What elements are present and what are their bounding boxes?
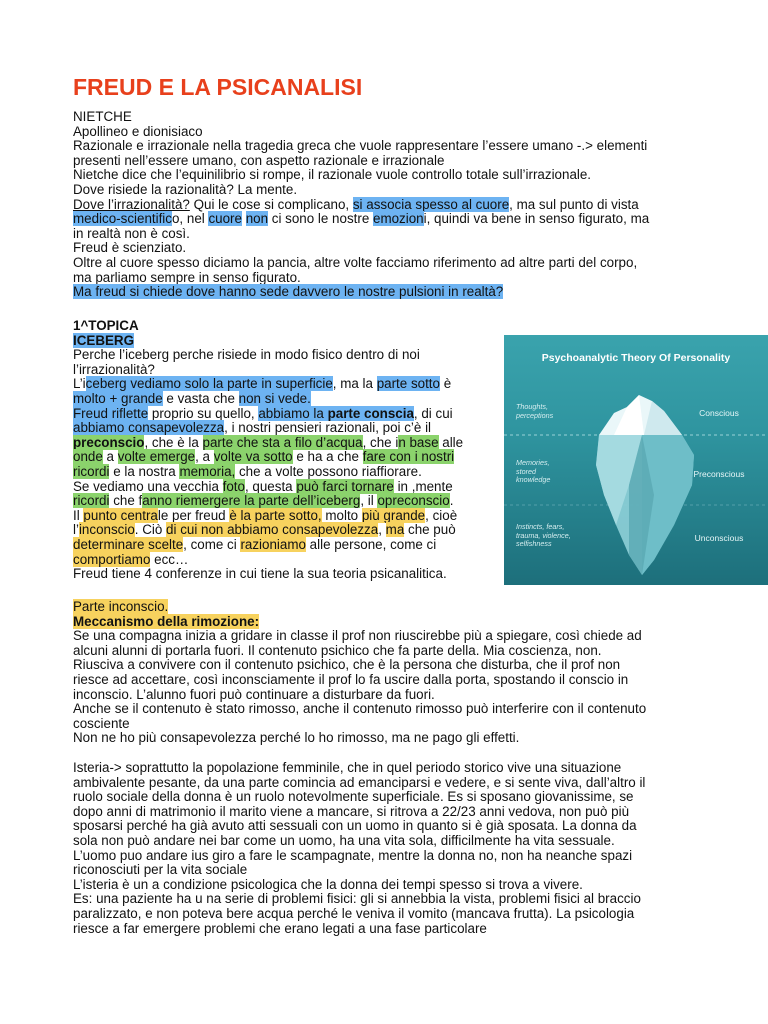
text-line: Es: una paziente ha u na serie di problemi fisici: gli si annebbia la vista, problemi fisici al braccio (73, 891, 641, 907)
highlight-blue: molto + grande (73, 390, 163, 406)
text-line: Freud tiene 4 conferenze in cui tiene la sua teoria psicanalitica. (73, 566, 447, 582)
text-line: presenti nell’essere umano, con aspetto razionale e irrazionale (73, 152, 445, 168)
text-line (73, 494, 463, 509)
highlight-blue: Freud riflette (73, 405, 149, 421)
highlight-green: parte che sta a filo d’acqua (202, 434, 363, 450)
highlight-blue: medico-scientific (73, 211, 172, 227)
text-line (73, 334, 463, 349)
figure-label-conscious: Conscious (699, 408, 739, 418)
intro-section (73, 110, 649, 300)
text-span: , che è la (144, 434, 203, 450)
highlight-yellow-bold: Meccanismo della rimozione: (73, 613, 260, 629)
label-line: Thoughts, (516, 402, 548, 411)
text-line: Dove risiede la razionalità? La mente. (73, 181, 298, 197)
text-line: L’isteria è un a condizione psicologica che la donna dei tempi spesso si trova a vivere. (73, 876, 583, 892)
text-span: i, quindi va bene in senso figurato, ma (423, 211, 650, 227)
highlight-blue: abbiamo la (258, 405, 328, 421)
figure-label-unconscious-desc (516, 523, 571, 549)
text-line: Apollineo e dionisiaco (73, 123, 203, 139)
text-line (73, 212, 649, 227)
text-span: , ma la (332, 376, 377, 392)
text-span: , (378, 522, 386, 538)
highlight-blue: cuore (208, 211, 242, 227)
text-line (73, 538, 463, 553)
figure-label-preconscious-desc (516, 459, 550, 485)
text-line: sola non può andare nei bar come un uomo, ha una vita sola, difficilmente ha vita sessuale. (73, 832, 615, 848)
highlight-blue: Ma freud si chiede dove hanno sede davvero le nostre pulsioni in realtà? (73, 284, 504, 300)
text-span: Se vediamo una vecchia (73, 478, 223, 494)
text-span: , come ci (183, 536, 241, 552)
highlight-green: n base (398, 434, 439, 450)
text-line: riesce ad accettare, così inconsciamente il prof lo fa uscire dalla porta, spostando il conscio in (73, 671, 629, 687)
text-line (73, 480, 463, 495)
text-line: Se una compagna inizia a gridare in classe il prof non riuscirebbe più a spiegare, così chiede ad (73, 628, 642, 644)
figure-label-preconscious: Preconscious (693, 469, 745, 479)
figure-label-conscious-desc (516, 403, 553, 420)
text-line (73, 407, 463, 422)
text-span: proprio su quello, (148, 405, 259, 421)
text-line: L’uomo puo andare ius giro a fare le scampagnate, mentre la donna no, non ha neanche spazi (73, 847, 633, 863)
highlight-green: foto (222, 478, 245, 494)
label-line: knowledge (516, 475, 551, 485)
text-line: dopo anni di matrimonio il marito viene a mancare, si ritrova a 22/23 anni vedova, non può più (73, 803, 630, 819)
topica-section (73, 319, 463, 582)
text-line: ma parliamo sempre in senso figurato. (73, 269, 301, 285)
text-line: in realtà non è così. (73, 225, 190, 241)
highlight-blue: si associa spesso al cuore (352, 196, 510, 212)
text-line (73, 465, 463, 480)
text-span: che può (404, 522, 456, 538)
text-span: Il (73, 507, 84, 523)
highlight-blue: non si vede. (238, 390, 311, 406)
text-line: sposarsi perché ha già avuto atti sessuali con un uomo in quanto si è già sposata. La donna da (73, 818, 637, 834)
highlight-green: volte emerge (117, 449, 196, 465)
label-line: stored (516, 466, 536, 476)
section-subheading: ICEBERG (73, 332, 135, 348)
highlight-blue: ceberg vediamo solo la parte in superficie (85, 376, 333, 392)
text-span: alle (438, 434, 464, 450)
text-span: in ,mente (393, 478, 453, 494)
text-span: l’ (73, 522, 79, 538)
text-span: , a (195, 449, 214, 465)
text-line: l’irrazionalità? (73, 361, 155, 377)
iceberg-figure (504, 335, 768, 585)
text-span: è (439, 376, 452, 392)
text-span: che f (109, 493, 143, 509)
text-line (73, 615, 646, 630)
rimozione-section (73, 600, 646, 746)
text-line (73, 436, 463, 451)
highlight-blue: abbiamo consapevolezza (73, 420, 225, 436)
text-span: e vasta che (162, 390, 239, 406)
highlight-green-bold: preconscio (73, 434, 145, 450)
text-line: cosciente (73, 715, 130, 731)
page-title: FREUD E LA PSICANALISI (73, 74, 363, 100)
text-span: a (102, 449, 118, 465)
label-line: Instincts, fears, (516, 522, 565, 531)
text-span: , di cui (413, 405, 453, 421)
text-line: inconscio. L’alunno fuori può continuare a disturbare da fuori. (73, 686, 435, 702)
highlight-yellow: razioniamo (240, 536, 306, 552)
text-span: , che i (362, 434, 399, 450)
label-line: trauma, violence, (516, 530, 571, 540)
text-line (73, 553, 463, 568)
text-line (73, 285, 649, 300)
highlight-green: fare con i nostri (362, 449, 455, 465)
text-span: , cioè (425, 507, 458, 523)
highlight-blue: parte sotto (376, 376, 440, 392)
isteria-section (73, 761, 645, 936)
figure-label-unconscious: Unconscious (694, 533, 744, 543)
text-line: Razionale e irrazionale nella tragedia greca che vuole rappresentare l’essere umano -.> elementi (73, 138, 648, 154)
text-span: Qui le cose si complicano, (189, 196, 353, 212)
text-span: . (449, 493, 454, 509)
figure-title: Psychoanalytic Theory Of Personality (541, 352, 731, 364)
text-span: e la nostra (109, 463, 180, 479)
text-span: L’i (73, 376, 86, 392)
label-line: Memories, (516, 458, 550, 467)
text-line: Riusciva a convivere con il contenuto psichico, che è la persona che disturba, che il prof non (73, 657, 621, 673)
label-line: perceptions (516, 410, 554, 420)
text-span: le per freud (157, 507, 230, 523)
text-line: Perche l’iceberg perche risiede in modo fisico dentro di noi (73, 347, 420, 363)
text-line (73, 523, 463, 538)
highlight-green: opreconscio (377, 493, 450, 509)
text-line (73, 198, 649, 213)
text-line: Isteria-> soprattutto la popolazione femminile, che in quel periodo storico vive una situazione (73, 760, 622, 775)
text-line (73, 377, 463, 392)
highlight-green: anno riemergere la parte dell’iceberg (142, 493, 361, 509)
text-line: Nietche dice che l’equinilibrio si rompe, il razionale vuole controllo totale sull’irrazionale. (73, 167, 592, 183)
text-line: Non ne ho più consapevolezza perché lo ho rimosso, ma ne pago gli effetti. (73, 730, 520, 746)
text-line: riesce a far emergere problemi che erano legati a una fase particolare (73, 920, 487, 936)
text-line: NIETCHE (73, 109, 132, 124)
section-heading: 1^TOPICA (73, 318, 139, 333)
text-span: , i nostri pensieri razionali, poi c’è il (224, 420, 432, 436)
highlight-yellow: ma (385, 522, 405, 538)
text-span: ecc… (150, 551, 189, 567)
text-span: , ma sul punto di vista (509, 196, 639, 212)
text-line: Oltre al cuore spesso diciamo la pancia, altre volte facciamo riferimento ad altre parti del corpo, (73, 254, 638, 270)
highlight-blue: non (245, 211, 269, 227)
text-line (73, 392, 463, 407)
text-span: o, nel (171, 211, 209, 227)
highlight-yellow: punto centra (83, 507, 158, 523)
text-line: paralizzato, e non poteva bere acqua perché le veniva il vomito (mancava frutta). La psicologia (73, 905, 635, 921)
highlight-blue-bold: parte conscia (327, 405, 414, 421)
highlight-yellow: di cui non abbiamo consapevolezza (166, 522, 379, 538)
text-span: alle persone, come ci (305, 536, 437, 552)
text-span: ci sono le nostre (268, 211, 373, 227)
highlight-green: ricordi (73, 463, 110, 479)
text-line (73, 450, 463, 465)
text-line: Freud è scienziato. (73, 240, 187, 256)
text-line: alcuni alunni di portarla fuori. Il contenuto psichico che fa parte della. Mia coscienza, non. (73, 642, 602, 658)
highlight-green: può farci tornare (296, 478, 394, 494)
highlight-green: memoria, (179, 463, 236, 479)
highlight-yellow: determinare scelte (73, 536, 184, 552)
text-span: . Ciò (134, 522, 167, 538)
highlight-yellow: inconscio (78, 522, 135, 538)
text-span: , il (360, 493, 378, 509)
highlight-green: onde (73, 449, 103, 465)
text-span: e ha a che (292, 449, 363, 465)
text-span: , questa (244, 478, 297, 494)
highlight-green: volte va sotto (213, 449, 293, 465)
highlight-yellow: più grande (361, 507, 426, 523)
text-line (73, 509, 463, 524)
text-span: molto (321, 507, 362, 523)
highlight-yellow: comportiamo (73, 551, 151, 567)
text-line: ambivalente pesante, da una parte comincia ad emanciparsi e vedere, e si sente viva, dall’altro il (73, 774, 646, 790)
text-line: riconosciuti per la vita sociale (73, 862, 248, 878)
text-line: ruolo sociale della donna è un ruolo notevolmente superficiale. Es si sposano giovanissime, se (73, 789, 634, 805)
highlight-green: ricordi (73, 493, 110, 509)
highlight-yellow: è la parte sotto, (229, 507, 322, 523)
underlined-text: Dove l’irrazionalità? (73, 196, 190, 212)
text-span: che a volte possono riaffiorare. (235, 463, 422, 479)
text-line (73, 600, 646, 615)
highlight-blue: emozion (373, 211, 424, 227)
highlight-yellow: Parte inconscio. (73, 599, 169, 614)
label-line: selfishness (516, 539, 552, 549)
text-line: Anche se il contenuto è stato rimosso, anche il contenuto rimosso può interferire con il contenuto (73, 701, 647, 717)
text-line (73, 421, 463, 436)
